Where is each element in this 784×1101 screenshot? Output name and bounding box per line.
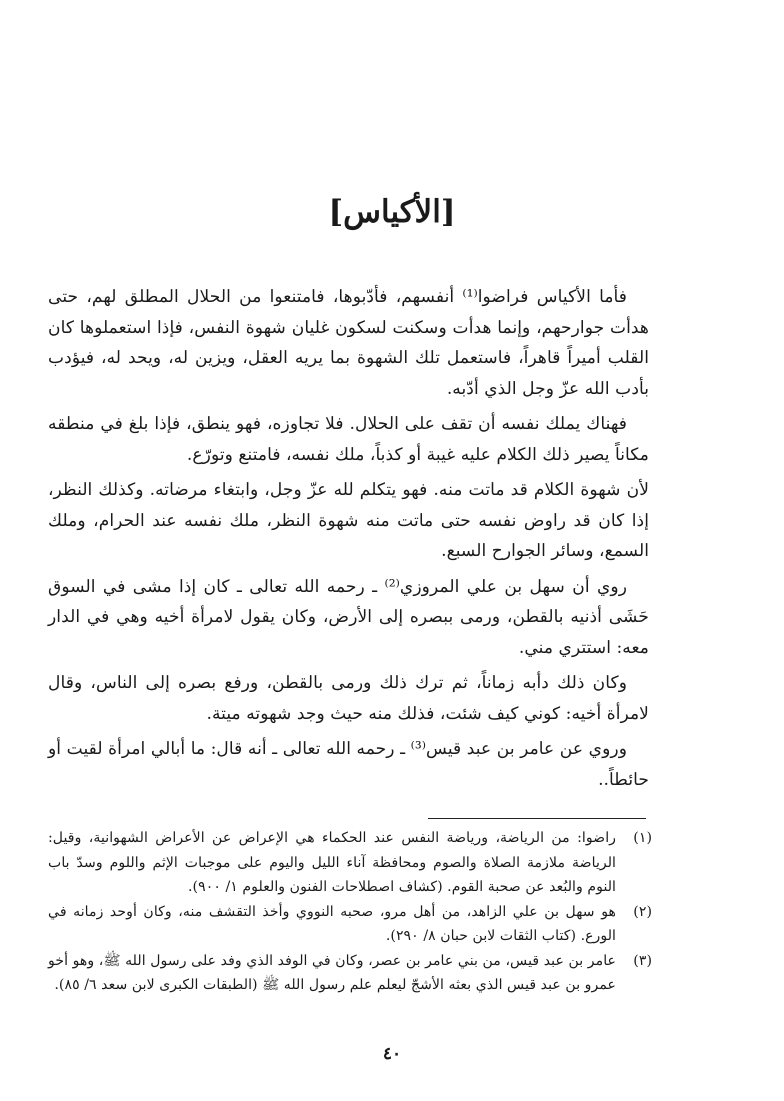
footnote-text: هو سهل بن علي الزاهد، من أهل مرو، صحبه النووي وأخذ التقشف منه، وكان أوحد زمانه في الورع. (كتاب الثقات لابن حبان ٨/ ٢٩٠). xyxy=(48,903,616,944)
footnote-number: (٢) xyxy=(633,903,652,920)
paragraph: وروي عن عامر بن عبد قيس⁽³⁾ ـ رحمه الله تعالى ـ أنه قال: ما أبالي امرأة لقيت أو حائطاً.. xyxy=(48,739,649,790)
footnote-text: عامر بن عبد قيس، من بني عامر بن عصر، وكان في الوفد الذي وفد على رسول الله ﷺ، وهو أخو عمرو بن عبد قيس الذي بعثه الأشجّ ليعلم علم رسول الله ﷺ (الطبقات الكبرى لابن سعد ٦/ ٨٥). xyxy=(48,952,616,993)
footnote-text: راضوا: من الرياضة، ورياضة النفس عند الحكماء هي الإعراض عن الأعراض الشهوانية، وقيل: الرياضة ملازمة الصلاة والصوم ومحافظة آناء الليل واليوم على موجبات الإثم واللوم وسدّ باب النوم والبُعد عن صحبة القوم. (كشاف اصطلاحات الفنون والعلوم ١/ ٩٠٠). xyxy=(48,830,616,895)
paragraph: فهناك يملك نفسه أن تقف على الحلال. فلا تجاوزه، فهو ينطق، فإذا بلغ في منطقه مكاناً يصير ذلك الكلام عليه غيبة أو كذباً، ملك نفسه، فامتنع وتورّع. xyxy=(48,414,649,465)
paragraph: لأن شهوة الكلام قد ماتت منه. فهو يتكلم لله عزّ وجل، وابتغاء مرضاته. وكذلك النظر، إذا كان قد راوض نفسه حتى ماتت منه شهوة النظر، ملك نفسه عند الحرام، وملك السمع، وسائر الجوارح السبع. xyxy=(48,480,649,561)
chapter-title: [الأكياس] xyxy=(328,194,456,230)
footnote xyxy=(48,949,652,998)
paragraph: فأما الأكياس فراضوا⁽¹⁾ أنفسهم، فأدّبوها، فامتنعوا من الحلال المطلق لهم، حتى هدأت جوارحهم، وإنما هدأت وسكنت لسكون غليان شهوة النفس، فإذا استعملوها كان القلب أميراً قاهراً، فاستعمل تلك الشهوة بما يريه العقل، ويزين له، ويحد له، فيؤدب بأدب الله عزّ وجل الذي أدّبه. xyxy=(48,287,649,399)
footnote-number: (١) xyxy=(633,830,652,846)
paragraph: روي أن سهل بن علي المروزي⁽²⁾ ـ رحمه الله تعالى ـ كان إذا مشى في السوق حَشَى أذنيه بالقطن، ورمى ببصره إلى الأرض، وكان يقول لامرأة أخيه وهي في الدار معه: استتري مني. xyxy=(48,576,649,658)
footnote xyxy=(48,826,652,900)
footnotes xyxy=(48,826,652,998)
footnote-divider xyxy=(428,818,646,819)
footnote-number: (٣) xyxy=(633,952,652,969)
page-number: ٤٠ xyxy=(382,1044,402,1064)
body-text xyxy=(48,282,649,800)
footnote xyxy=(48,900,652,949)
paragraph: وكان ذلك دأبه زماناً، ثم ترك ذلك ورمى بالقطن، ورفع بصره إلى الناس، وقال لامرأة أخيه: كوني كيف شئت، فذلك منه حيث وجد شهوته ميتة. xyxy=(48,673,649,724)
